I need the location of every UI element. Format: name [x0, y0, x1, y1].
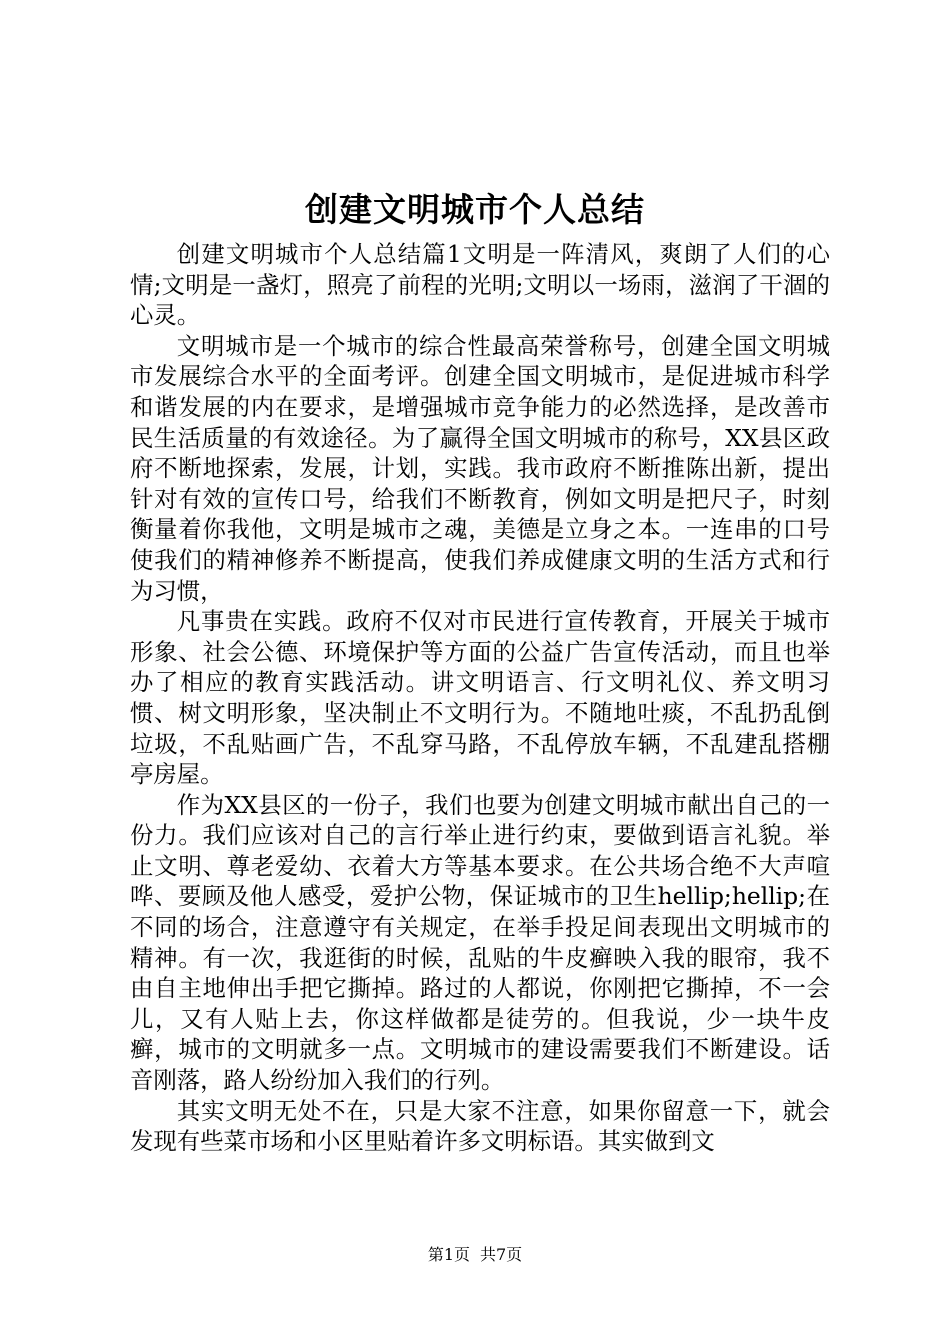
document-body: [130, 239, 830, 1157]
page-number: 第1页: [427, 1245, 470, 1264]
paragraph-5: 其实文明无处不在，只是大家不注意，如果你留意一下，就会发现有些菜市场和小区里贴着许多文明标语。其实做到文: [130, 1096, 830, 1156]
paragraph-2: 文明城市是一个城市的综合性最高荣誉称号，创建全国文明城市发展综合水平的全面考评。创建全国文明城市，是促进城市科学和谐发展的内在要求，是增强城市竞争能力的必然选择，是改善市民生活质量的有效途径。为了赢得全国文明城市的称号，XX县区政府不断地探索，发展，计划，实践。我市政府不断推陈出新，提出针对有效的宣传口号，给我们不断教育，例如文明是把尺子，时刻衡量着你我他，文明是城市之魂，美德是立身之本。一连串的口号使我们的精神修养不断提高，使我们养成健康文明的生活方式和行为习惯，: [130, 331, 830, 605]
paragraph-3: 凡事贵在实践。政府不仅对市民进行宣传教育，开展关于城市形象、社会公德、环境保护等方面的公益广告宣传活动，而且也举办了相应的教育实践活动。讲文明语言、行文明礼仪、养文明习惯、树文明形象，坚决制止不文明行为。不随地吐痰，不乱扔乱倒垃圾，不乱贴画广告，不乱穿马路，不乱停放车辆，不乱建乱搭棚亭房屋。: [130, 607, 830, 789]
paragraph-1: 创建文明城市个人总结篇1文明是一阵清风，爽朗了人们的心情;文明是一盏灯，照亮了前程的光明;文明以一场雨，滋润了干涸的心灵。: [130, 240, 830, 330]
paragraph-4: 作为XX县区的一份子，我们也要为创建文明城市献出自己的一份力。我们应该对自己的言行举止进行约束，要做到语言礼貌。举止文明、尊老爱幼、衣着大方等基本要求。在公共场合绝不大声喧哗、要顾及他人感受，爱护公物，保证城市的卫生hellip;hellip;在不同的场合，注意遵守有关规定，在举手投足间表现出文明城市的精神。有一次，我逛街的时候，乱贴的牛皮癣映入我的眼帘，我不由自主地伸出手把它撕掉。路过的人都说，你刚把它撕掉，不一会儿，又有人贴上去，你这样做都是徒劳的。但我说，少一块牛皮癣，城市的文明就多一点。文明城市的建设需要我们不断建设。话音刚落，路人纷纷加入我们的行列。: [130, 790, 830, 1095]
page-footer: [0, 1244, 950, 1266]
document-title: 创建文明城市个人总结: [305, 190, 645, 229]
page-total: 共7页: [480, 1245, 523, 1264]
